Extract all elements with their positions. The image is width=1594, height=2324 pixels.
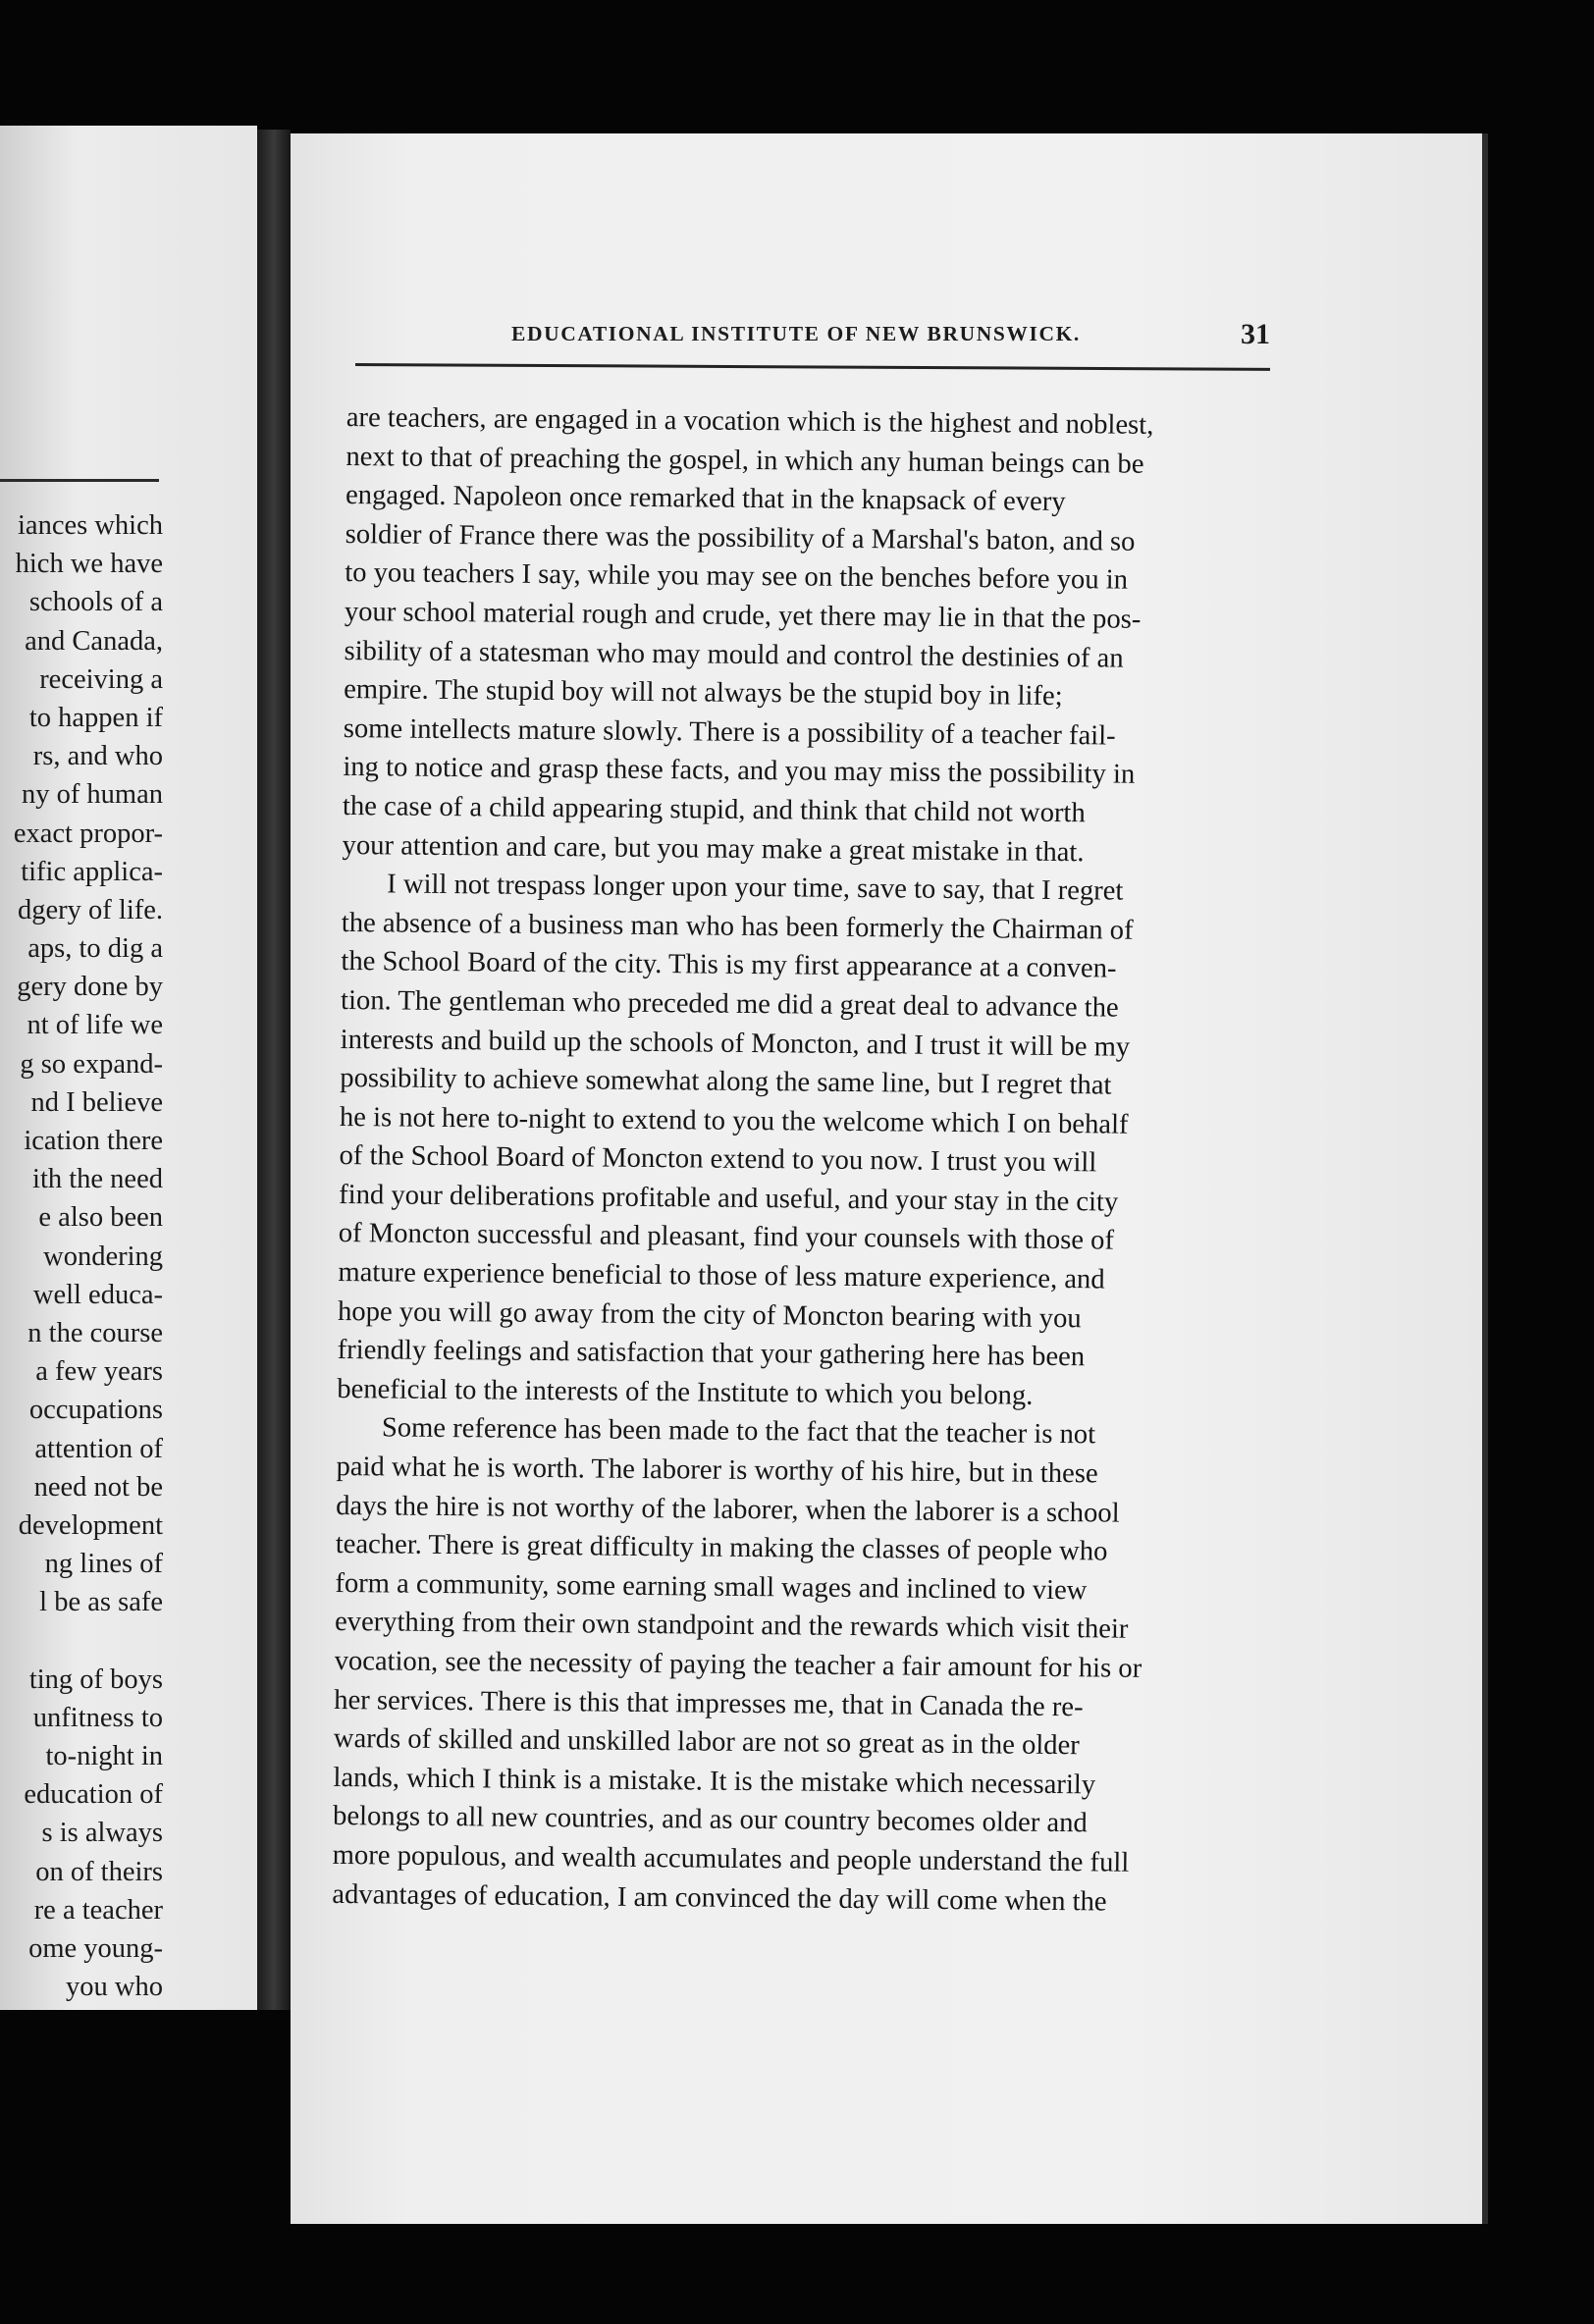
body-line: some intellects mature slowly. There is a possibility of a teacher fail- xyxy=(343,713,1116,752)
left-line: exact propor- xyxy=(13,818,163,849)
body-line: your school material rough and crude, yet there may lie in that the pos- xyxy=(344,596,1142,635)
left-line: re a teacher xyxy=(33,1894,163,1926)
body-line: friendly feelings and satisfaction that your gathering here has been xyxy=(337,1335,1086,1373)
right-page xyxy=(291,133,1488,2224)
left-line: to happen if xyxy=(28,702,163,733)
left-line: ith the need xyxy=(32,1164,163,1195)
left-page xyxy=(0,126,257,2010)
body-line: paid what he is worth. The laborer is worthy of his hire, but in these xyxy=(336,1451,1098,1490)
left-line: gery done by xyxy=(17,972,163,1003)
body-line: of the School Board of Moncton extend to you now. I trust you will xyxy=(339,1140,1097,1179)
body-line: lands, which I think is a mistake. It is the mistake which necessarily xyxy=(333,1762,1096,1801)
body-line: beneficial to the interests of the Institute to which you belong. xyxy=(337,1373,1034,1411)
body-line: engaged. Napoleon once remarked that in the knapsack of every xyxy=(345,480,1066,518)
body-line: he is not here to-night to extend to you the welcome which I on behalf xyxy=(339,1101,1129,1140)
left-line: well educa- xyxy=(32,1279,163,1310)
body-line: soldier of France there was the possibility of a Marshal's baton, and so xyxy=(345,518,1136,557)
body-line: are teachers, are engaged in a vocation which is the highest and noblest, xyxy=(345,401,1154,441)
body-line: wards of skilled and unskilled labor are not so great as in the older xyxy=(333,1723,1080,1762)
body-line: days the hire is not worthy of the laborer, when the laborer is a school xyxy=(336,1490,1120,1529)
body-line: Some reference has been made to the fact that the teacher is not xyxy=(381,1412,1096,1451)
body-text xyxy=(332,398,1261,1923)
body-line: the case of a child appearing stupid, and think that child not worth xyxy=(342,790,1086,829)
body-line: empire. The stupid boy will not always be the stupid boy in life; xyxy=(344,674,1063,713)
left-line: schools of a xyxy=(28,587,163,618)
body-line: sibility of a statesman who may mould and control the destinies of an xyxy=(344,635,1124,674)
left-line: l be as safe xyxy=(39,1587,163,1618)
left-page-rule xyxy=(0,479,159,482)
left-line: and Canada, xyxy=(25,625,163,657)
body-line: I will not trespass longer upon your time, save to say, that I regret xyxy=(387,869,1124,907)
body-line: possibility to achieve somewhat along the same line, but I regret that xyxy=(340,1063,1112,1101)
left-line: dgery of life. xyxy=(18,894,163,925)
body-line: more populous, and wealth accumulates and people understand the full xyxy=(332,1839,1130,1878)
left-line: ication there xyxy=(24,1126,163,1156)
left-line: e also been xyxy=(38,1202,163,1234)
body-line: of Moncton successful and pleasant, find your counsels with those of xyxy=(338,1218,1115,1257)
left-line: ting of boys xyxy=(28,1664,163,1695)
left-line: ny of human xyxy=(21,779,163,811)
left-line: nt of life we xyxy=(27,1010,163,1041)
left-line: n the course xyxy=(27,1317,163,1348)
body-line: everything from their own standpoint and the rewards which visit their xyxy=(334,1607,1129,1646)
left-line: nd I believe xyxy=(30,1086,163,1118)
left-line: ome young- xyxy=(28,1932,163,1964)
body-line: belongs to all new countries, and as our country becomes older and xyxy=(332,1801,1088,1839)
body-line: teacher. There is great difficulty in making the classes of people who xyxy=(335,1529,1108,1567)
body-line: ing to notice and grasp these facts, and you may miss the possibility in xyxy=(343,752,1136,791)
left-line: g so expand- xyxy=(20,1048,163,1080)
left-line: s is always xyxy=(41,1818,163,1849)
body-line: hope you will go away from the city of Moncton bearing with you xyxy=(337,1295,1082,1334)
left-line: tific applica- xyxy=(21,856,163,887)
left-line: aps, to dig a xyxy=(27,933,163,965)
body-line: find your deliberations profitable and useful, and your stay in the city xyxy=(339,1179,1119,1218)
left-line: attention of xyxy=(34,1433,163,1464)
body-line: interests and build up the schools of Moncton, and I trust it will be my xyxy=(340,1024,1131,1063)
body-line: tion. The gentleman who preceded me did a great deal to advance the xyxy=(340,984,1119,1024)
left-line: education of xyxy=(24,1779,163,1811)
left-line: need not be xyxy=(33,1471,163,1503)
left-line: wondering xyxy=(43,1241,163,1272)
body-line: her services. There is this that impresses me, that in Canada the re- xyxy=(334,1684,1084,1722)
header-rule xyxy=(355,363,1270,371)
left-line: iances which xyxy=(18,510,163,541)
left-line xyxy=(0,1621,163,1660)
book-spine-shadow xyxy=(257,130,291,2010)
left-line: development xyxy=(18,1509,163,1541)
left-line: receiving a xyxy=(39,663,163,695)
body-line: form a community, some earning small wages and inclined to view xyxy=(335,1567,1088,1607)
left-line: rs, and who xyxy=(32,741,163,772)
left-page-text xyxy=(0,506,163,2006)
left-line: unfitness to xyxy=(32,1702,163,1733)
body-line: mature experience beneficial to those of less mature experience, and xyxy=(338,1257,1105,1295)
left-line: you who xyxy=(66,1972,163,2003)
body-line: advantages of education, I am convinced the day will come when the xyxy=(332,1878,1107,1918)
left-line: ng lines of xyxy=(44,1549,163,1580)
running-head: EDUCATIONAL INSTITUTE OF NEW BRUNSWICK. xyxy=(511,322,1081,345)
body-line: to you teachers I say, while you may see on the benches before you in xyxy=(345,557,1129,597)
body-line: the School Board of the city. This is my first appearance at a conven- xyxy=(341,946,1117,984)
body-line: next to that of preaching the gospel, in which any human beings can be xyxy=(345,441,1144,480)
left-line: to-night in xyxy=(45,1741,163,1771)
left-line: on of theirs xyxy=(35,1856,163,1887)
body-line: vocation, see the necessity of paying the teacher a fair amount for his or xyxy=(334,1645,1142,1684)
page-number: 31 xyxy=(1241,318,1270,350)
left-line: occupations xyxy=(28,1395,163,1426)
left-line: a few years xyxy=(35,1356,163,1388)
body-line: the absence of a business man who has been formerly the Chairman of xyxy=(341,907,1134,946)
left-line: hich we have xyxy=(15,549,163,580)
body-line: your attention and care, but you may make a great mistake in that. xyxy=(342,829,1085,868)
